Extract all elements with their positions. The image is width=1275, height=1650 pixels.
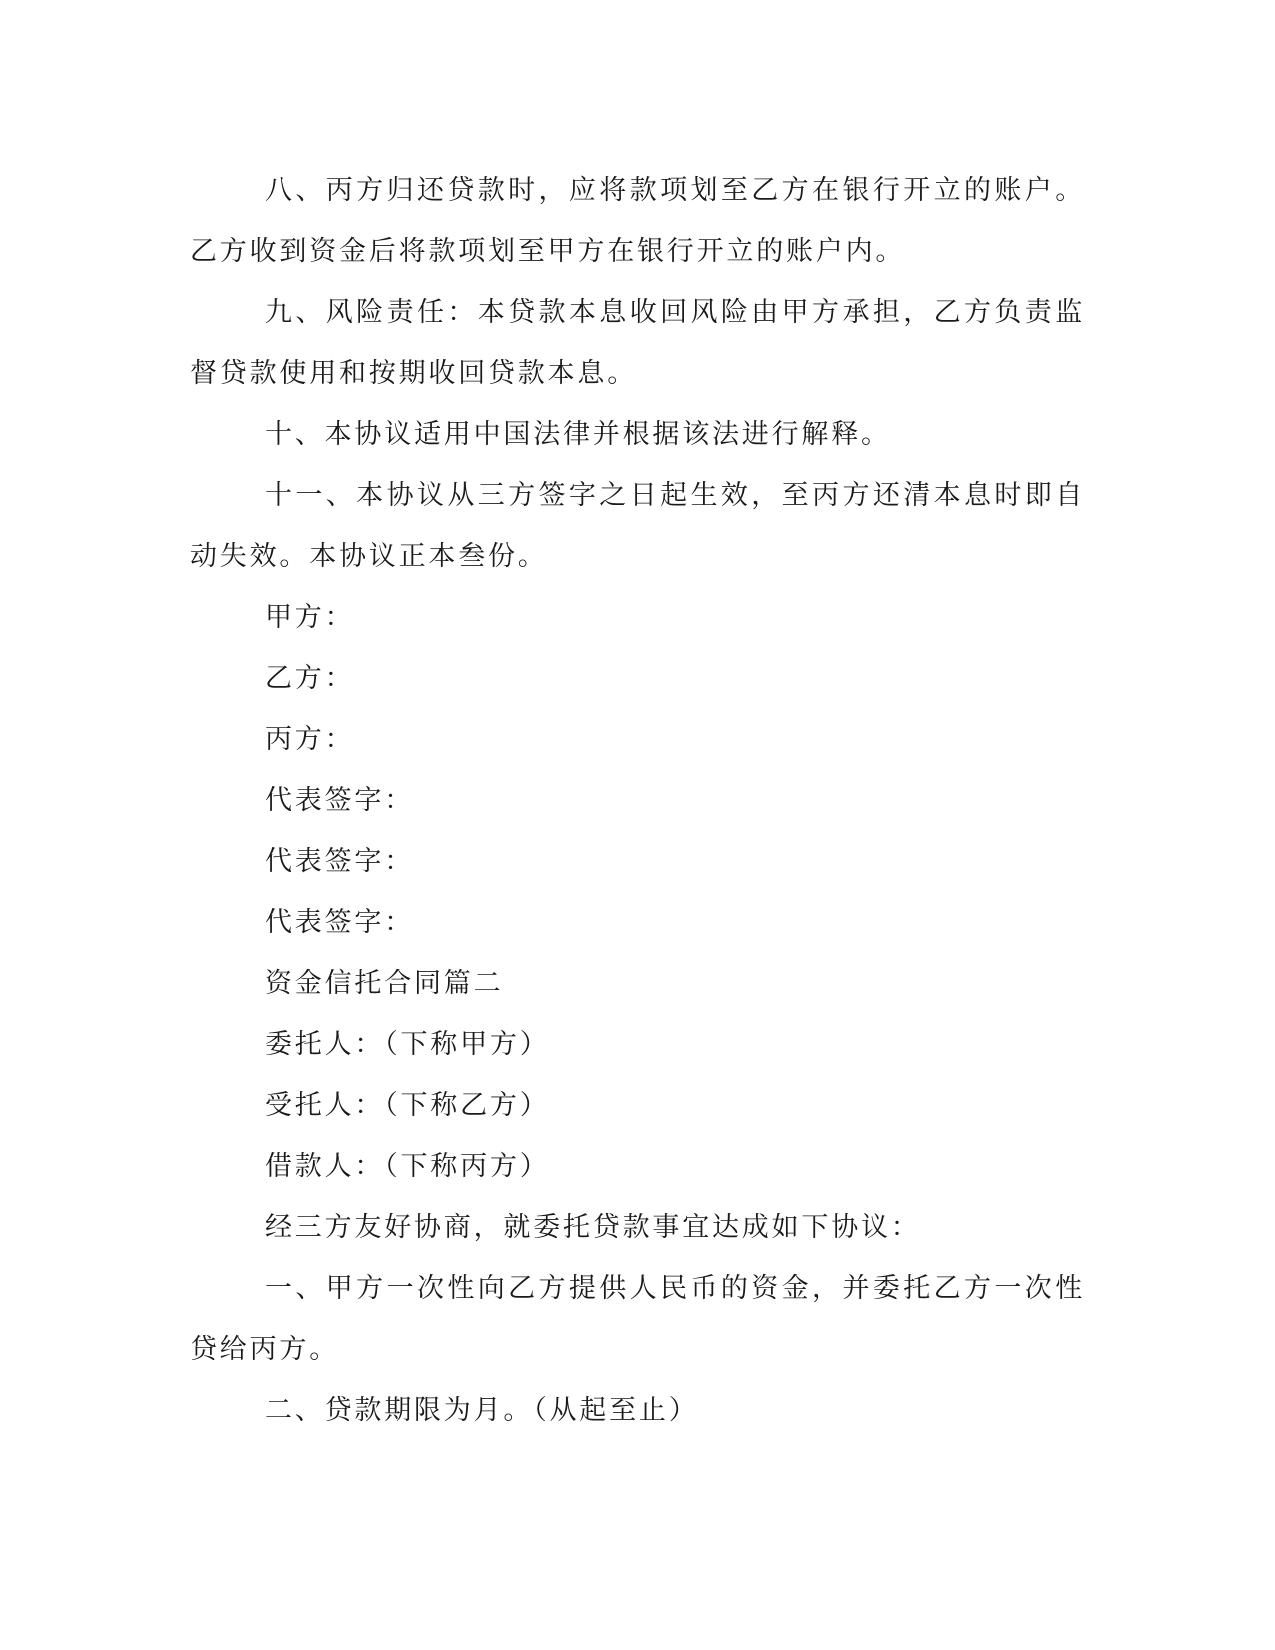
entrustor-line: 委托人：（下称甲方） [265, 1029, 550, 1060]
representative-signature-1: 代表签字： [265, 785, 414, 816]
document-body [190, 160, 1085, 1441]
party-a-signature: 甲方： [265, 602, 355, 633]
clause-nine: 九、风险责任：本贷款本息收回风险由甲方承担，乙方负责监督贷款使用和按期收回贷款本息。 [190, 297, 1085, 389]
borrower-line: 借款人：（下称丙方） [265, 1151, 550, 1182]
trustee-line: 受托人：（下称乙方） [265, 1090, 550, 1121]
agreement-intro: 经三方友好协商，就委托贷款事宜达成如下协议： [265, 1212, 921, 1243]
section-title: 资金信托合同篇二 [265, 968, 504, 999]
clause-two: 二、贷款期限为月。（从起至止） [265, 1395, 699, 1426]
representative-signature-3: 代表签字： [265, 907, 414, 938]
party-b-signature: 乙方： [265, 663, 355, 694]
party-c-signature: 丙方： [265, 724, 355, 755]
clause-eight: 八、丙方归还贷款时，应将款项划至乙方在银行开立的账户。乙方收到资金后将款项划至甲方在银行开立的账户内。 [190, 175, 1085, 267]
clause-one: 一、甲方一次性向乙方提供人民币的资金，并委托乙方一次性贷给丙方。 [190, 1273, 1085, 1365]
representative-signature-2: 代表签字： [265, 846, 414, 877]
clause-ten: 十、本协议适用中国法律并根据该法进行解释。 [265, 419, 891, 450]
clause-eleven: 十一、本协议从三方签字之日起生效，至丙方还清本息时即自动失效。本协议正本叁份。 [190, 480, 1085, 572]
